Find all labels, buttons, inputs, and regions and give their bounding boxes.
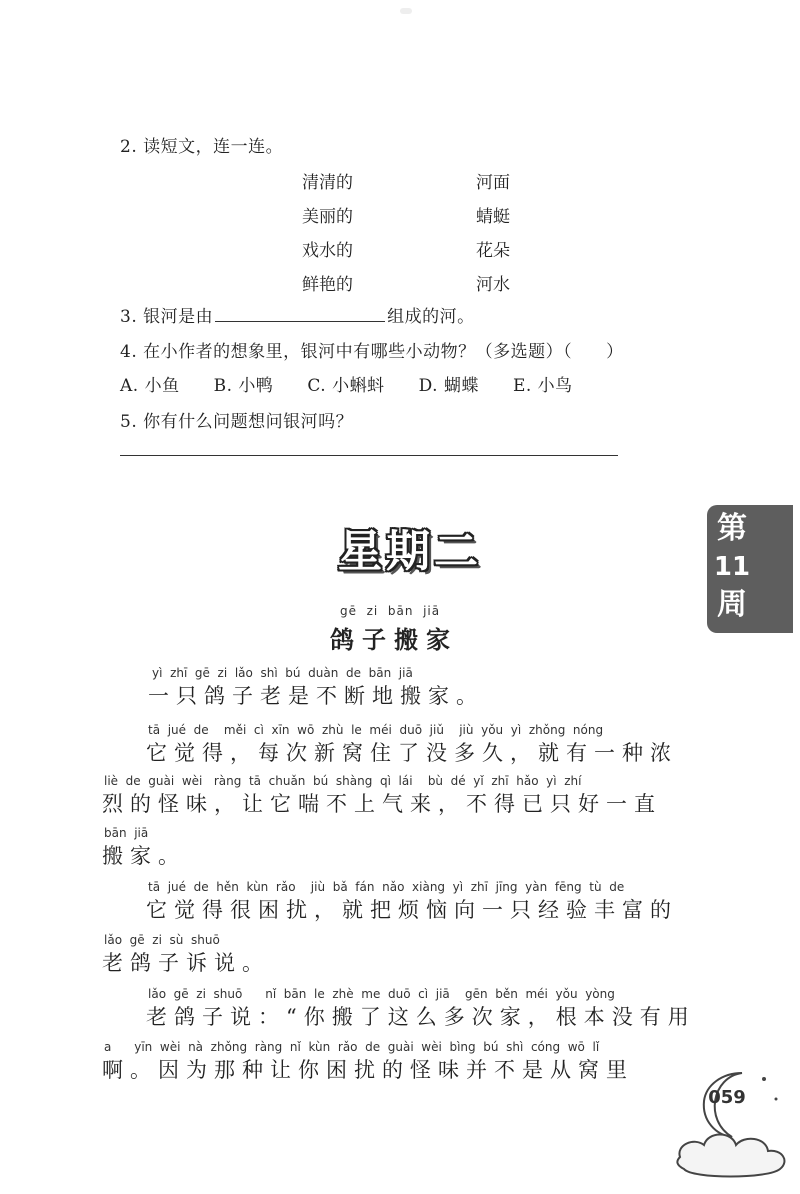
story-line-4: 搬家。: [102, 844, 186, 868]
page-number: 059: [708, 1087, 746, 1108]
story-line-3: 烈的怪味，让它喘不上气来，不得已只好一直: [102, 792, 662, 816]
question-3-blank[interactable]: [215, 307, 385, 322]
story-line-2: 它觉得，每次新窝住了没多久，就有一种浓: [146, 741, 678, 765]
story-title: 鸽子搬家: [330, 625, 458, 654]
story-line-2-pinyin: tā jué de měi cì xīn wō zhù le méi duō jiǔ jiù yǒu yì zhǒng nóng: [148, 723, 604, 737]
story-line-3-pinyin: liè de guài wèi ràng tā chuǎn bú shàng qì lái bù dé yǐ zhī hǎo yì zhí: [104, 774, 582, 788]
story-line-7-pinyin: lǎo gē zi shuō nǐ bān le zhè me duō cì jiā gēn běn méi yǒu yòng: [148, 987, 615, 1001]
question-2: 2. 读短文，连一连。: [120, 137, 284, 157]
scan-mark: [400, 8, 412, 14]
story-line-1: 一只鸽子老是不断地搬家。: [148, 684, 484, 708]
match-right-4: 河水: [476, 275, 510, 295]
match-right-3: 花朵: [476, 241, 510, 261]
week-tab-char-1: 第: [717, 511, 747, 546]
day-title: 星期二: [338, 526, 482, 577]
story-line-1-pinyin: yì zhī gē zi lǎo shì bú duàn de bān jiā: [152, 666, 413, 680]
story-line-8: 啊。因为那种让你困扰的怪味并不是从窝里: [102, 1058, 634, 1082]
question-3-suffix: 组成的河。: [387, 307, 475, 327]
week-tab-label: [707, 510, 757, 624]
week-tab-number: 11: [713, 552, 751, 582]
option-d[interactable]: D. 蝴蝶: [418, 376, 479, 396]
option-c[interactable]: C. 小蝌蚪: [307, 376, 385, 396]
story-line-4-pinyin: bān jiā: [104, 826, 149, 840]
week-tab-char-2: 周: [717, 587, 747, 622]
question-3-prefix: 3. 银河是由: [120, 307, 214, 327]
story-title-pinyin: gē zi bān jiā: [340, 604, 441, 618]
story-line-8-pinyin: a yīn wèi nà zhǒng ràng nǐ kùn rǎo de guài wèi bìng bú shì cóng wō lǐ: [104, 1040, 600, 1054]
story-line-6: 老鸽子诉说。: [102, 951, 270, 975]
question-4-options: [120, 371, 607, 396]
question-5: 5. 你有什么问题想问银河吗？: [120, 412, 354, 432]
match-right-1: 河面: [476, 173, 510, 193]
match-left-1: 清清的: [302, 173, 353, 193]
question-5-answer-line[interactable]: [120, 455, 618, 456]
option-e[interactable]: E. 小鸟: [512, 376, 573, 396]
match-left-3: 戏水的: [302, 241, 353, 261]
story-line-6-pinyin: lǎo gē zi sù shuō: [104, 933, 220, 947]
option-b[interactable]: B. 小鸭: [213, 376, 274, 396]
moon-cloud-icon: [672, 1065, 798, 1185]
option-a[interactable]: A. 小鱼: [120, 376, 180, 396]
question-4: [120, 337, 624, 362]
match-left-2: 美丽的: [302, 207, 353, 227]
story-line-7: 老鸽子说：“你搬了这么多次家，根本没有用: [146, 1005, 696, 1029]
question-3: [120, 302, 475, 327]
story-line-5-pinyin: tā jué de hěn kùn rǎo jiù bǎ fán nǎo xiàng yì zhī jīng yàn fēng tù de: [148, 880, 625, 894]
match-left-4: 鲜艳的: [302, 275, 353, 295]
story-line-5: 它觉得很困扰，就把烦恼向一只经验丰富的: [146, 898, 678, 922]
question-4-text: 4. 在小作者的想象里，银河中有哪些小动物？（多选题）（: [120, 342, 573, 362]
match-right-2: 蜻蜓: [476, 207, 510, 227]
question-4-close: ）: [606, 342, 624, 362]
